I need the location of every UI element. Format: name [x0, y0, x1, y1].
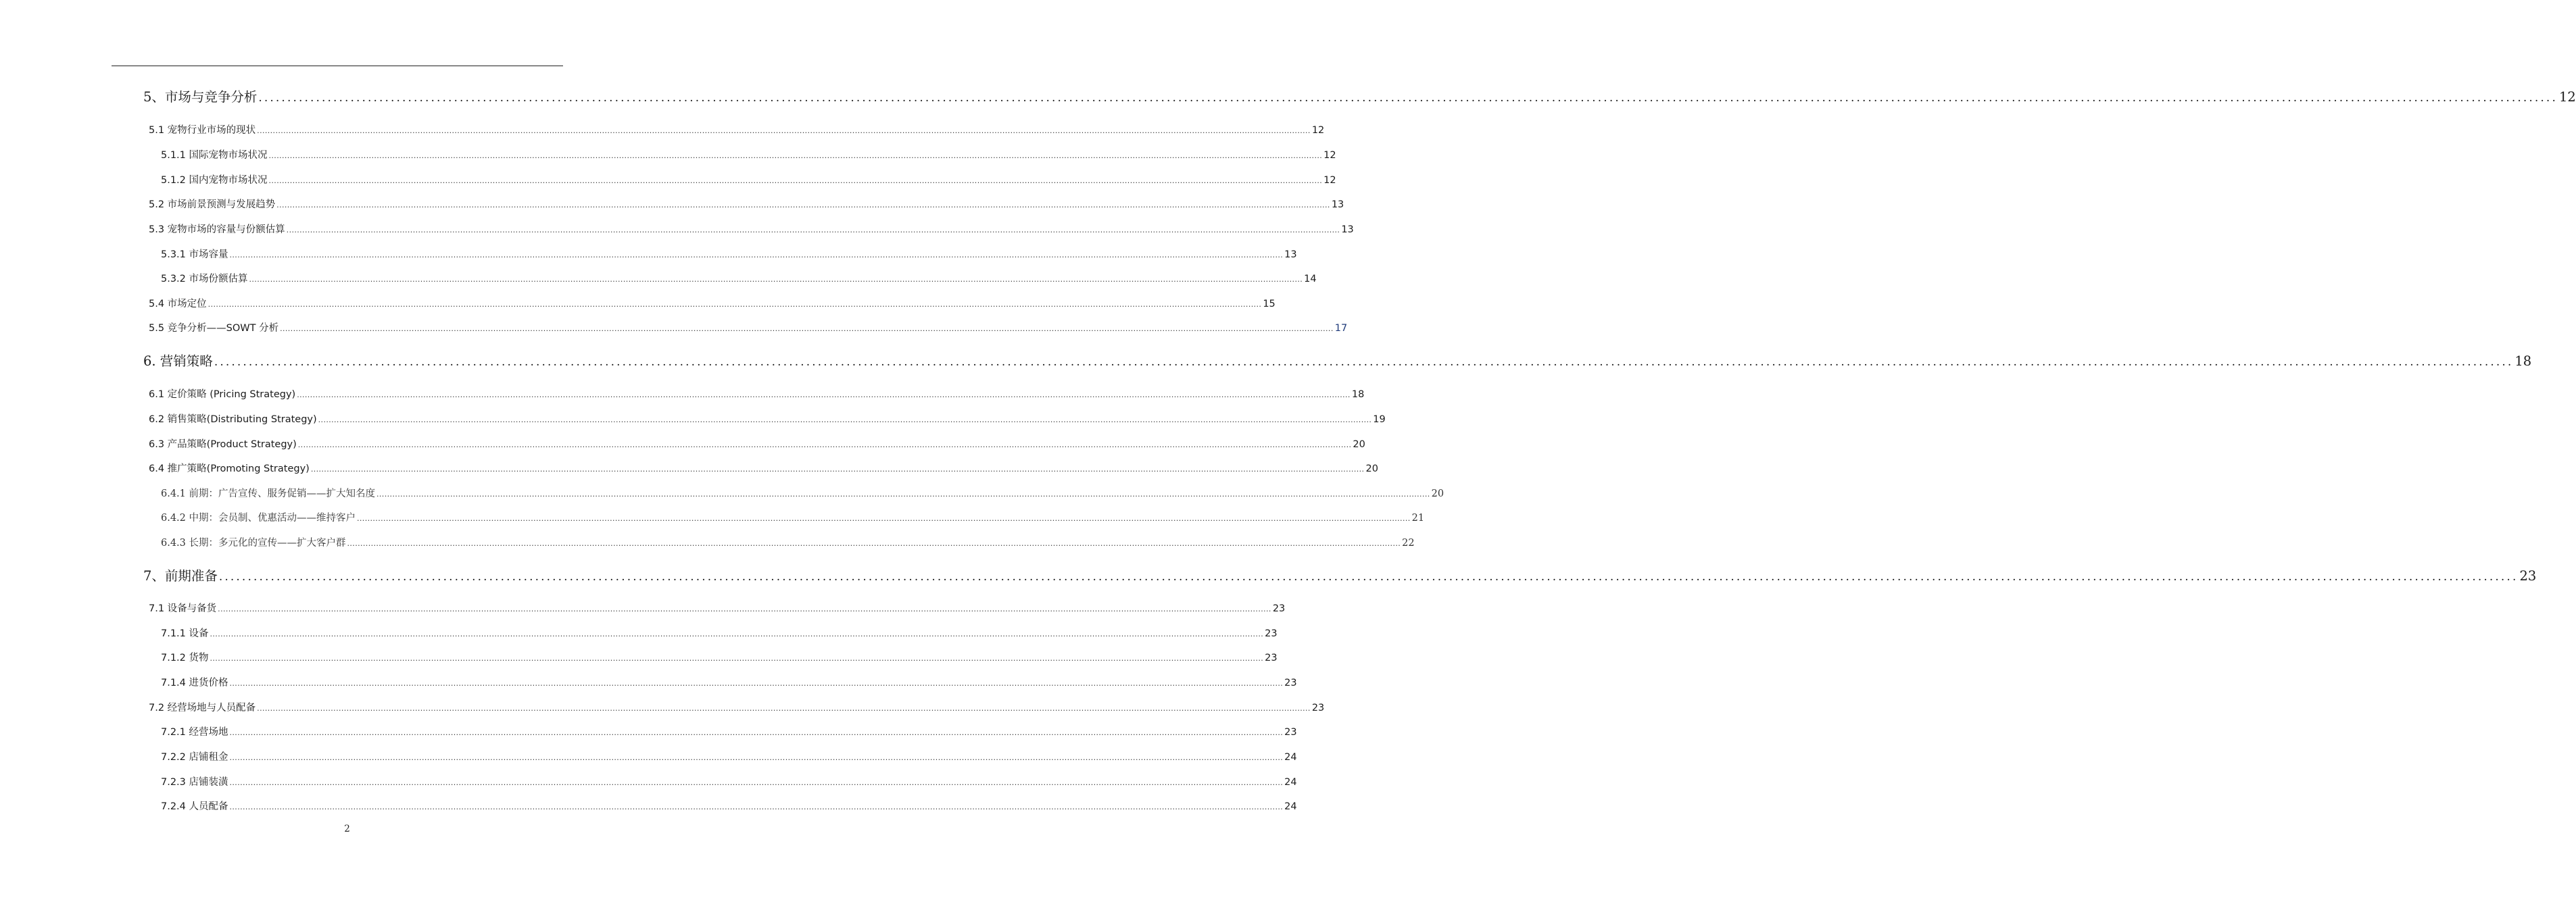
toc-dot-leader: ................................................................................................................................................................................................................................................................................................................................................................................................................ — [276, 201, 1330, 209]
toc-entry-title: 6.4.1 前期：广告宣传、服务促销——扩大知名度 — [161, 488, 376, 499]
toc-dot-leader: ................................................................................................................................................................................................................................................................................................................................................................................................................ — [257, 704, 1311, 713]
toc-entry-page: 13 — [1331, 199, 1344, 210]
toc-dot-leader: ................................................................................................................................................................................................................................................................................................................................................................................................................ — [268, 151, 1323, 160]
page-number: 2 — [344, 824, 350, 834]
toc-entry-page: 14 — [1304, 274, 1317, 284]
toc-entry-title: 7.1.2 货物 — [161, 653, 209, 663]
toc-chapter-entry[interactable] — [143, 565, 2537, 586]
toc-entry-page: 12 — [1323, 175, 1336, 186]
toc-dot-leader: ................................................................................................................................................................................................................................................................................................................................................................................................................ — [229, 679, 1284, 688]
toc-dot-leader: ................................................................................................................................................................................................................................................................................................................................................................................................................ — [357, 514, 1411, 523]
toc-dot-leader: ................................................................................................................................................................................................................................................................................................................................................................................................................ — [210, 654, 1264, 663]
toc-entry-page: 24 — [1284, 752, 1297, 763]
toc-dot-leader: ................................................................................................................................................................................................................................................................................................................................................................................................................ — [208, 300, 1262, 309]
toc-dot-leader: ................................................................................................................................................................................................................................................................................................................................................................................................................ — [297, 390, 1351, 399]
toc-entry-title: 6.3 产品策略(Product Strategy) — [149, 439, 297, 450]
toc-dot-leader: ................................................................................................................................................................................................................................................................................................................................................................................................................ — [229, 728, 1284, 737]
toc-entry-page: 15 — [1263, 299, 1275, 309]
toc-entry-title: 5.3 宠物市场的容量与份额估算 — [149, 224, 285, 235]
toc-dot-leader: ................................................................................................................................................................................................................................................................................................................................................................................................................ — [318, 415, 1372, 424]
toc-entry-title: 6.4 推广策略(Promoting Strategy) — [149, 463, 310, 474]
toc-entry-page: 23 — [1272, 603, 1286, 614]
toc-entry[interactable] — [161, 774, 1297, 789]
toc-entry[interactable] — [149, 222, 1354, 236]
toc-entry-page: 20 — [1365, 463, 1378, 474]
toc-entry[interactable] — [161, 749, 1297, 764]
toc-entry[interactable] — [161, 650, 1278, 665]
toc-entry[interactable] — [161, 675, 1297, 690]
toc-entry[interactable] — [161, 626, 1278, 640]
toc-entry-page: 13 — [1341, 224, 1354, 235]
toc-entry[interactable] — [149, 411, 1386, 426]
toc-entry-page: 18 — [1351, 389, 1365, 400]
toc-entry-page: 22 — [1402, 538, 1415, 549]
toc-entry-title: 7.2.3 店铺装潢 — [161, 777, 228, 788]
toc-entry[interactable] — [149, 461, 1378, 476]
toc-entry-page: 24 — [1284, 777, 1297, 788]
toc-entry-title: 5.3.1 市场容量 — [161, 249, 228, 260]
toc-entry-page: 23 — [1265, 628, 1278, 639]
toc-dot-leader: ................................................................................................................................................................................................................................................................................................................................................................................................................ — [229, 753, 1284, 762]
toc-dot-leader: ................................................................................................................................................................................................................................................................................................................................................................................................................ — [218, 605, 1271, 613]
toc-entry[interactable] — [149, 601, 1286, 615]
toc-entry-title: 6.4.2 中期：会员制、优惠活动——维持客户 — [161, 513, 356, 524]
toc-entry-title: 5、市场与竞争分析 — [143, 89, 258, 105]
toc-entry-page: 24 — [1284, 801, 1297, 812]
toc-entry-page: 12 — [1323, 150, 1336, 161]
toc-entry-page: 19 — [1373, 414, 1386, 425]
toc-dot-leader: ................................................................................................................................................................................................................................................................................................................................................................................................................ — [214, 355, 2514, 369]
toc-dot-leader: ................................................................................................................................................................................................................................................................................................................................................................................................................ — [347, 539, 1401, 548]
toc-entry-page: 23 — [2519, 568, 2537, 584]
toc-entry-page: 23 — [1311, 703, 1325, 713]
toc-entry-page: 20 — [1353, 439, 1365, 450]
toc-entry-page: 12 — [2558, 89, 2576, 105]
toc-entry[interactable] — [149, 386, 1365, 401]
toc-dot-leader: ................................................................................................................................................................................................................................................................................................................................................................................................................ — [229, 803, 1284, 811]
toc-entry-title: 5.1.2 国内宠物市场状况 — [161, 175, 268, 186]
toc-dot-leader: ................................................................................................................................................................................................................................................................................................................................................................................................................ — [229, 251, 1284, 259]
toc-dot-leader: ................................................................................................................................................................................................................................................................................................................................................................................................................ — [268, 176, 1323, 185]
toc-entry-title: 5.1.1 国际宠物市场状况 — [161, 150, 268, 161]
toc-dot-leader: ................................................................................................................................................................................................................................................................................................................................................................................................................ — [258, 91, 2558, 105]
toc-entry-title: 5.1 宠物行业市场的现状 — [149, 125, 256, 136]
toc-entry-title: 7.1.1 设备 — [161, 628, 209, 639]
toc-entry-page: 21 — [1411, 513, 1425, 524]
toc-dot-leader: ................................................................................................................................................................................................................................................................................................................................................................................................................ — [249, 275, 1303, 284]
toc-entry-title: 7.2.4 人员配备 — [161, 801, 228, 812]
toc-dot-leader: ................................................................................................................................................................................................................................................................................................................................................................................................................ — [310, 465, 1365, 474]
toc-entry-title: 5.2 市场前景预测与发展趋势 — [149, 199, 276, 210]
toc-entry[interactable] — [161, 535, 1415, 550]
toc-entry[interactable] — [161, 147, 1336, 162]
toc-entry-title: 6.1 定价策略 (Pricing Strategy) — [149, 389, 296, 400]
toc-entry[interactable] — [149, 700, 1325, 715]
toc-entry[interactable] — [161, 271, 1317, 286]
toc-dot-leader: ................................................................................................................................................................................................................................................................................................................................................................................................................ — [218, 570, 2519, 584]
toc-entry-title: 5.5 竞争分析——SOWT 分析 — [149, 323, 279, 334]
toc-entry-page: 23 — [1265, 653, 1278, 663]
toc-entry[interactable] — [161, 486, 1444, 501]
toc-entry-title: 6.4.3 长期：多元化的宣传——扩大客户群 — [161, 538, 346, 549]
toc-dot-leader: ................................................................................................................................................................................................................................................................................................................................................................................................................ — [210, 630, 1264, 638]
toc-entry-page: 23 — [1284, 727, 1297, 738]
toc-entry[interactable] — [149, 320, 1348, 335]
toc-dot-leader: ................................................................................................................................................................................................................................................................................................................................................................................................................ — [286, 226, 1340, 234]
toc-entry-title: 5.3.2 市场份额估算 — [161, 274, 248, 284]
toc-chapter-entry[interactable] — [143, 351, 2532, 371]
toc-entry[interactable] — [149, 436, 1365, 451]
toc-entry-title: 6. 营销策略 — [143, 353, 213, 369]
toc-entry-page: 23 — [1284, 678, 1297, 688]
toc-entry[interactable] — [149, 296, 1275, 311]
toc-dot-leader: ................................................................................................................................................................................................................................................................................................................................................................................................................ — [297, 440, 1352, 449]
toc-dot-leader: ................................................................................................................................................................................................................................................................................................................................................................................................................ — [229, 778, 1284, 787]
toc-dot-leader: ................................................................................................................................................................................................................................................................................................................................................................................................................ — [376, 490, 1430, 499]
toc-dot-leader: ................................................................................................................................................................................................................................................................................................................................................................................................................ — [257, 126, 1311, 135]
toc-entry-title: 7.2.2 店铺租金 — [161, 752, 228, 763]
toc-entry-title: 7.1.4 进货价格 — [161, 678, 228, 688]
toc-entry-page: 12 — [1311, 125, 1325, 136]
toc-entry-title: 7、前期准备 — [143, 568, 218, 584]
toc-entry-page: 13 — [1284, 249, 1297, 260]
toc-entry-page: 20 — [1431, 488, 1444, 499]
toc-entry-page: 17 — [1334, 323, 1348, 334]
toc-chapter-entry[interactable] — [143, 86, 2576, 107]
toc-entry[interactable] — [161, 799, 1297, 813]
toc-entry-page: 18 — [2514, 353, 2532, 369]
toc-entry[interactable] — [161, 172, 1336, 187]
toc-entry-title: 7.2.1 经营场地 — [161, 727, 228, 738]
toc-entry[interactable] — [161, 247, 1297, 261]
toc-entry-title: 5.4 市场定位 — [149, 299, 207, 309]
toc-dot-leader: ................................................................................................................................................................................................................................................................................................................................................................................................................ — [280, 324, 1334, 333]
toc-entry-title: 6.2 销售策略(Distributing Strategy) — [149, 414, 317, 425]
toc-entry[interactable] — [149, 197, 1344, 211]
toc-entry-title: 7.2 经营场地与人员配备 — [149, 703, 256, 713]
toc-entry[interactable] — [161, 724, 1297, 739]
toc-entry-title: 7.1 设备与备货 — [149, 603, 217, 614]
toc-entry[interactable] — [161, 510, 1425, 525]
toc-entry[interactable] — [149, 122, 1325, 137]
